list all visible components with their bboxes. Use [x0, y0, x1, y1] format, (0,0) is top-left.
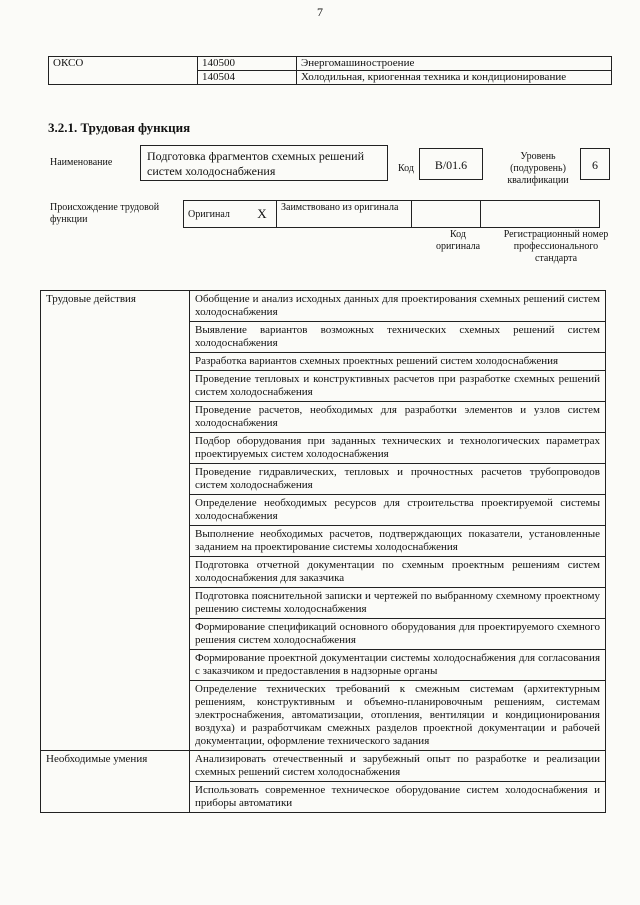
labor_actions-category: Трудовые действия [41, 291, 190, 751]
labor-actions-item: Определение необходимых ресурсов для строительства проектируемой системы холодоснабжения [190, 495, 606, 526]
okso-code: 140504 [198, 71, 297, 85]
reg-number-label: Регистрационный номер профессионального стандарта [503, 229, 609, 264]
table-row [41, 751, 606, 782]
labor-actions-item: Проведение тепловых и конструктивных расчетов при разработке схемных решений систем холодоснабжения [190, 371, 606, 402]
qualification-level: 6 [580, 148, 610, 180]
original-label: Оригинал [184, 201, 249, 228]
okso-table [48, 56, 612, 85]
labor-actions-item: Формирование проектной документации системы холодоснабжения для согласования с заказчиком и предоставления в надзорные органы [190, 650, 606, 681]
okso-code: 140500 [198, 57, 297, 71]
okso-title: Энергомашиностроение [297, 57, 612, 71]
okso-row [49, 57, 612, 71]
labor-actions-item: Проведение гидравлических, тепловых и прочностных расчетов трубопроводов систем холодоснабжения [190, 464, 606, 495]
section-title: 3.2.1. Трудовая функция [48, 120, 191, 135]
labor-actions-item: Определение технических требований к смежным системам (архитектурным решениям, конструктивным и объемно-планировочным решениям, системам электроснабжения, автоматизации, отопления, вентиляции и кондиционирования воздуха) и разработчикам смежных разделов проектной документации и рабочей документации, оформление технического задания [190, 681, 606, 751]
code-label: Код [398, 163, 414, 174]
reg-number-cell [481, 201, 600, 228]
required-skills-item: Использовать современное техническое оборудование систем холодоснабжения и приборы автоматики [190, 782, 606, 813]
labor-actions-item: Выполнение необходимых расчетов, подтверждающих показатели, установленные заданием на проектирование системы холодоснабжения [190, 526, 606, 557]
okso-label: ОКСО [49, 57, 198, 85]
required-skills-item: Анализировать отечественный и зарубежный опыт по разработке и реализации схемных решений систем холодоснабжения [190, 751, 606, 782]
original-mark: X [248, 201, 277, 228]
labor-actions-item: Подготовка отчетной документации по схемным проектным решениям систем холодоснабжения для заказчика [190, 557, 606, 588]
required_skills-category: Необходимые умения [41, 751, 190, 813]
code-original-cell [412, 201, 481, 228]
borrowed-label: Заимствовано из оригинала [277, 201, 412, 228]
origin-table [183, 200, 600, 228]
labor-actions-item: Выявление вариантов возможных технических схемных решений систем холодоснабжения [190, 322, 606, 353]
labor-actions-item: Подготовка пояснительной записки и чертежей по выбранному схемному проектному решению системы холодоснабжения [190, 588, 606, 619]
function-code: B/01.6 [419, 148, 483, 180]
labor-actions-item: Формирование спецификаций основного оборудования для проектируемого схемного решения систем холодоснабжения [190, 619, 606, 650]
labor-actions-item: Разработка вариантов схемных проектных решений систем холодоснабжения [190, 353, 606, 371]
okso-title: Холодильная, криогенная техника и кондиционирование [297, 71, 612, 85]
labor-actions-item: Проведение расчетов, необходимых для разработки элементов и узлов систем холодоснабжения [190, 402, 606, 433]
origin-label: Происхождение трудовой функции [50, 202, 160, 225]
qualification-level-label-text: Уровень (подуровень) квалификации [507, 151, 569, 186]
table-row [41, 291, 606, 322]
qualification-level-label [488, 151, 588, 187]
function-name: Подготовка фрагментов схемных решений систем холодоснабжения [140, 145, 388, 181]
labor-actions-item: Подбор оборудования при заданных технических и технологических параметрах проектируемых систем холодоснабжения [190, 433, 606, 464]
name-label: Наименование [50, 157, 113, 168]
actions-table [40, 290, 606, 813]
page-number: 7 [317, 5, 323, 19]
code-original-label: Код оригинала [435, 229, 481, 252]
labor-actions-item: Обобщение и анализ исходных данных для проектирования схемных решений систем холодоснабжения [190, 291, 606, 322]
